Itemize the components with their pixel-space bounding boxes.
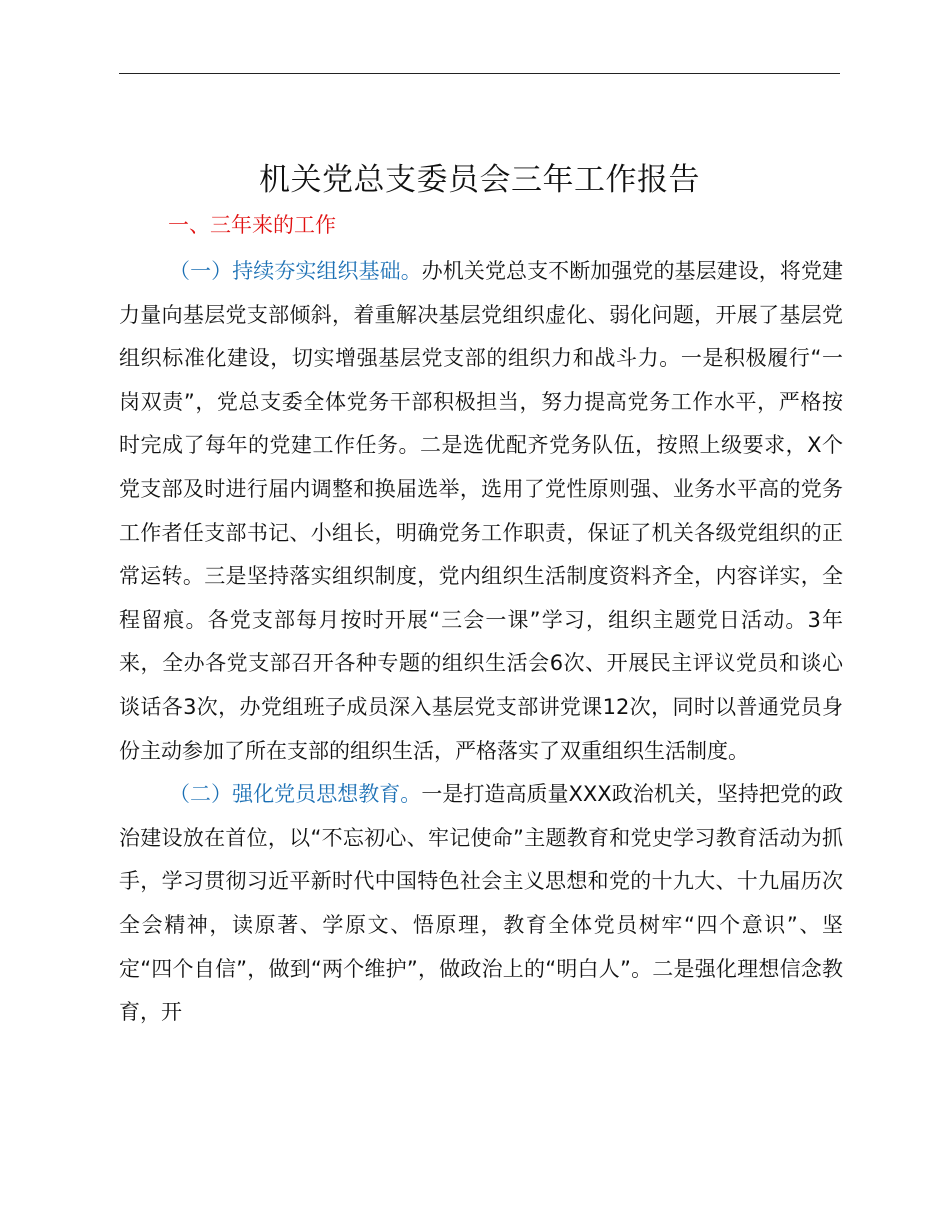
header-rule bbox=[119, 73, 840, 74]
subsection-heading: （一）持续夯实组织基础。 bbox=[169, 259, 422, 283]
paragraph-text: 一是打造高质量XXX政治机关，坚持把党的政治建设放在首位，以“不忘初心、牢记使命”主题教育和党史学习教育活动为抓手，学习贯彻习近平新时代中国特色社会主义思想和党的十九大、十九届历次全会精神，读原著、学原文、悟原理，教育全体党员树牢“四个意识”、坚定“四个自信”，做到“两个维护”，做政治上的“明白人”。二是强化理想信念教育，开 bbox=[119, 782, 843, 1025]
paragraph bbox=[119, 250, 843, 773]
paragraph-text: 办机关党总支不断加强党的基层建设，将党建力量向基层党支部倾斜，着重解决基层党组织虚化、弱化问题，开展了基层党组织标准化建设，切实增强基层党支部的组织力和战斗力。一是积极履行“一岗双责”，党总支委全体党务干部积极担当，努力提高党务工作水平，严格按时完成了每年的党建工作任务。二是选优配齐党务队伍，按照上级要求，X个党支部及时进行届内调整和换届选举，选用了党性原则强、业务水平高的党务工作者任支部书记、小组长，明确党务工作职责，保证了机关各级党组织的正常运转。三是坚持落实组织制度，党内组织生活制度资料齐全，内容详实，全程留痕。各党支部每月按时开展“三会一课”学习，组织主题党日活动。3年来，全办各党支部召开各种专题的组织生活会6次、开展民主评议党员和谈心谈话各3次，办党组班子成员深入基层党支部讲党课12次，同时以普通党员身份主动参加了所在支部的组织生活，严格落实了双重组织生活制度。 bbox=[119, 259, 844, 763]
document-title: 机关党总支委员会三年工作报告 bbox=[259, 161, 700, 198]
subsection-heading: （二）强化党员思想教育。 bbox=[169, 782, 422, 807]
section-heading: 一、三年来的工作 bbox=[168, 213, 336, 237]
paragraph bbox=[119, 773, 843, 1035]
document-body bbox=[119, 250, 843, 1035]
